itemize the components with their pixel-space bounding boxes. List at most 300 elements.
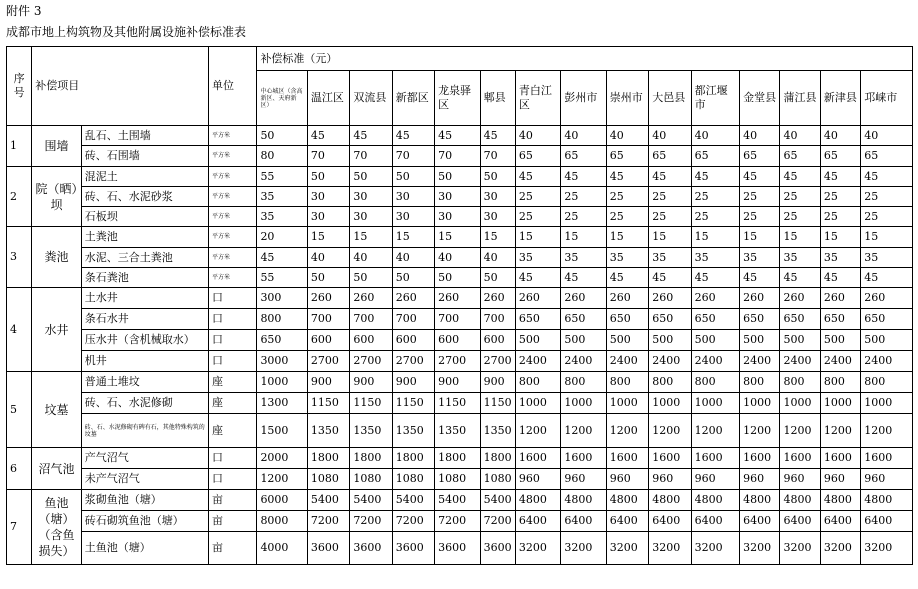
value-cell: 15 xyxy=(691,227,739,248)
group-seq: 7 xyxy=(7,490,32,565)
value-cell: 50 xyxy=(257,126,307,146)
value-cell: 25 xyxy=(780,187,820,207)
value-cell: 650 xyxy=(820,309,860,330)
document-title: 成都市地上构筑物及其他附属设施补偿标准表 xyxy=(6,25,247,39)
unit-cell: 座 xyxy=(208,414,256,448)
item-name: 乱石、土围墙 xyxy=(81,126,208,146)
value-cell: 70 xyxy=(307,146,349,167)
value-cell: 1200 xyxy=(649,414,691,448)
compensation-table xyxy=(6,46,913,565)
value-cell: 3200 xyxy=(606,532,648,565)
city-header: 龙泉驿区 xyxy=(435,71,480,126)
item-name: 浆砌鱼池（塘） xyxy=(81,490,208,511)
value-cell: 1200 xyxy=(606,414,648,448)
value-cell: 25 xyxy=(649,187,691,207)
unit-cell: 平方米 xyxy=(208,187,256,207)
value-cell: 15 xyxy=(649,227,691,248)
value-cell: 1600 xyxy=(691,448,739,469)
value-cell: 40 xyxy=(861,126,913,146)
value-cell: 1000 xyxy=(820,393,860,414)
value-cell: 45 xyxy=(820,268,860,288)
value-cell: 30 xyxy=(480,187,515,207)
table-row xyxy=(7,288,913,309)
value-cell: 900 xyxy=(350,372,392,393)
value-cell: 4800 xyxy=(561,490,606,511)
value-cell: 45 xyxy=(649,167,691,187)
value-cell: 7200 xyxy=(480,511,515,532)
item-name: 条石水井 xyxy=(81,309,208,330)
unit-cell: 亩 xyxy=(208,532,256,565)
value-cell: 45 xyxy=(606,268,648,288)
value-cell: 30 xyxy=(350,187,392,207)
value-cell: 800 xyxy=(691,372,739,393)
value-cell: 1150 xyxy=(480,393,515,414)
value-cell: 800 xyxy=(861,372,913,393)
unit-cell: 口 xyxy=(208,351,256,372)
value-cell: 260 xyxy=(350,288,392,309)
value-cell: 1600 xyxy=(561,448,606,469)
group-name: 鱼池（塘）（含鱼损失） xyxy=(32,490,81,565)
value-cell: 35 xyxy=(861,248,913,268)
value-cell: 15 xyxy=(307,227,349,248)
value-cell: 50 xyxy=(392,268,434,288)
value-cell: 65 xyxy=(515,146,560,167)
value-cell: 3200 xyxy=(649,532,691,565)
value-cell: 45 xyxy=(606,167,648,187)
unit-cell: 座 xyxy=(208,393,256,414)
value-cell: 50 xyxy=(435,167,480,187)
value-cell: 25 xyxy=(649,207,691,227)
value-cell: 5400 xyxy=(435,490,480,511)
value-cell: 650 xyxy=(861,309,913,330)
value-cell: 5400 xyxy=(392,490,434,511)
city-header: 彭州市 xyxy=(561,71,606,126)
value-cell: 45 xyxy=(649,268,691,288)
value-cell: 500 xyxy=(515,330,560,351)
value-cell: 4800 xyxy=(820,490,860,511)
item-header: 补偿项目 xyxy=(32,47,209,126)
value-cell: 1000 xyxy=(257,372,307,393)
value-cell: 40 xyxy=(350,248,392,268)
value-cell: 65 xyxy=(820,146,860,167)
value-cell: 25 xyxy=(561,207,606,227)
value-cell: 2400 xyxy=(861,351,913,372)
value-cell: 500 xyxy=(861,330,913,351)
value-cell: 30 xyxy=(435,187,480,207)
value-cell: 4800 xyxy=(861,490,913,511)
value-cell: 650 xyxy=(691,309,739,330)
group-name: 水井 xyxy=(32,288,81,372)
city-header: 双流县 xyxy=(350,71,392,126)
value-cell: 500 xyxy=(820,330,860,351)
unit-cell: 平方米 xyxy=(208,126,256,146)
value-cell: 6400 xyxy=(561,511,606,532)
city-header: 金堂县 xyxy=(740,71,780,126)
value-cell: 25 xyxy=(740,187,780,207)
value-cell: 70 xyxy=(350,146,392,167)
value-cell: 45 xyxy=(350,126,392,146)
value-cell: 6400 xyxy=(649,511,691,532)
value-cell: 260 xyxy=(740,288,780,309)
group-seq: 1 xyxy=(7,126,32,167)
value-cell: 15 xyxy=(820,227,860,248)
value-cell: 45 xyxy=(515,268,560,288)
value-cell: 1350 xyxy=(307,414,349,448)
item-name: 石板坝 xyxy=(81,207,208,227)
city-header: 蒲江县 xyxy=(780,71,820,126)
value-cell: 40 xyxy=(392,248,434,268)
item-name: 产气沼气 xyxy=(81,448,208,469)
value-cell: 1600 xyxy=(780,448,820,469)
value-cell: 30 xyxy=(307,187,349,207)
value-cell: 3200 xyxy=(561,532,606,565)
value-cell: 300 xyxy=(257,288,307,309)
table-row xyxy=(7,227,913,248)
value-cell: 2400 xyxy=(691,351,739,372)
value-cell: 25 xyxy=(606,187,648,207)
value-cell: 1080 xyxy=(435,469,480,490)
value-cell: 65 xyxy=(561,146,606,167)
value-cell: 15 xyxy=(561,227,606,248)
value-cell: 3600 xyxy=(307,532,349,565)
table-row xyxy=(7,532,913,565)
value-cell: 40 xyxy=(480,248,515,268)
value-cell: 1500 xyxy=(257,414,307,448)
table-row xyxy=(7,351,913,372)
value-cell: 1080 xyxy=(350,469,392,490)
value-cell: 6400 xyxy=(515,511,560,532)
value-cell: 50 xyxy=(392,167,434,187)
value-cell: 1350 xyxy=(435,414,480,448)
value-cell: 650 xyxy=(649,309,691,330)
value-cell: 260 xyxy=(561,288,606,309)
unit-cell: 平方米 xyxy=(208,227,256,248)
value-cell: 960 xyxy=(861,469,913,490)
value-cell: 1600 xyxy=(861,448,913,469)
value-cell: 55 xyxy=(257,167,307,187)
table-row xyxy=(7,126,913,146)
value-cell: 3200 xyxy=(820,532,860,565)
value-cell: 2400 xyxy=(780,351,820,372)
value-cell: 3000 xyxy=(257,351,307,372)
value-cell: 960 xyxy=(515,469,560,490)
value-cell: 1800 xyxy=(435,448,480,469)
value-cell: 800 xyxy=(780,372,820,393)
value-cell: 45 xyxy=(740,268,780,288)
group-name: 坟墓 xyxy=(32,372,81,448)
value-cell: 1800 xyxy=(307,448,349,469)
value-cell: 4800 xyxy=(606,490,648,511)
value-cell: 260 xyxy=(649,288,691,309)
value-cell: 30 xyxy=(435,207,480,227)
value-cell: 500 xyxy=(740,330,780,351)
item-name: 土粪池 xyxy=(81,227,208,248)
value-cell: 65 xyxy=(780,146,820,167)
table-row xyxy=(7,511,913,532)
value-cell: 45 xyxy=(435,126,480,146)
value-cell: 1150 xyxy=(435,393,480,414)
seq-header: 序号 xyxy=(7,47,32,126)
value-cell: 800 xyxy=(820,372,860,393)
value-cell: 500 xyxy=(780,330,820,351)
city-header: 郫县 xyxy=(480,71,515,126)
value-cell: 45 xyxy=(861,268,913,288)
value-cell: 15 xyxy=(515,227,560,248)
value-cell: 35 xyxy=(561,248,606,268)
unit-cell: 平方米 xyxy=(208,146,256,167)
table-row xyxy=(7,414,913,448)
value-cell: 2700 xyxy=(307,351,349,372)
value-cell: 1000 xyxy=(561,393,606,414)
city-header: 新都区 xyxy=(392,71,434,126)
value-cell: 260 xyxy=(307,288,349,309)
item-name: 砖、石、水泥修砌 xyxy=(81,393,208,414)
value-cell: 15 xyxy=(740,227,780,248)
value-cell: 45 xyxy=(515,167,560,187)
value-cell: 2400 xyxy=(740,351,780,372)
value-cell: 45 xyxy=(780,167,820,187)
value-cell: 15 xyxy=(606,227,648,248)
value-cell: 15 xyxy=(861,227,913,248)
value-cell: 960 xyxy=(740,469,780,490)
value-cell: 45 xyxy=(820,167,860,187)
value-cell: 1000 xyxy=(606,393,648,414)
unit-cell: 平方米 xyxy=(208,268,256,288)
value-cell: 900 xyxy=(480,372,515,393)
table-row xyxy=(7,248,913,268)
value-cell: 2400 xyxy=(820,351,860,372)
value-cell: 960 xyxy=(606,469,648,490)
value-cell: 1600 xyxy=(606,448,648,469)
value-cell: 70 xyxy=(392,146,434,167)
table-row xyxy=(7,146,913,167)
value-cell: 1000 xyxy=(780,393,820,414)
value-cell: 800 xyxy=(649,372,691,393)
value-cell: 960 xyxy=(691,469,739,490)
value-cell: 25 xyxy=(820,207,860,227)
value-cell: 1350 xyxy=(392,414,434,448)
value-cell: 40 xyxy=(561,126,606,146)
value-cell: 6400 xyxy=(740,511,780,532)
unit-cell: 平方米 xyxy=(208,248,256,268)
value-cell: 1000 xyxy=(861,393,913,414)
item-name: 普通土堆坟 xyxy=(81,372,208,393)
value-cell: 65 xyxy=(649,146,691,167)
value-cell: 1150 xyxy=(392,393,434,414)
value-cell: 40 xyxy=(307,248,349,268)
value-cell: 1800 xyxy=(350,448,392,469)
item-name: 未产气沼气 xyxy=(81,469,208,490)
value-cell: 700 xyxy=(480,309,515,330)
city-header: 新津县 xyxy=(820,71,860,126)
value-cell: 3600 xyxy=(392,532,434,565)
value-cell: 3600 xyxy=(480,532,515,565)
value-cell: 600 xyxy=(350,330,392,351)
value-cell: 4000 xyxy=(257,532,307,565)
value-cell: 7200 xyxy=(350,511,392,532)
value-cell: 1600 xyxy=(515,448,560,469)
value-cell: 800 xyxy=(740,372,780,393)
value-cell: 35 xyxy=(515,248,560,268)
value-cell: 4800 xyxy=(691,490,739,511)
value-cell: 25 xyxy=(561,187,606,207)
value-cell: 600 xyxy=(392,330,434,351)
value-cell: 2400 xyxy=(649,351,691,372)
value-cell: 40 xyxy=(820,126,860,146)
value-cell: 45 xyxy=(691,268,739,288)
value-cell: 80 xyxy=(257,146,307,167)
value-cell: 40 xyxy=(740,126,780,146)
value-cell: 15 xyxy=(480,227,515,248)
value-cell: 700 xyxy=(392,309,434,330)
table-row xyxy=(7,393,913,414)
value-cell: 2700 xyxy=(435,351,480,372)
value-cell: 35 xyxy=(257,207,307,227)
value-cell: 30 xyxy=(350,207,392,227)
value-cell: 4800 xyxy=(515,490,560,511)
value-cell: 2000 xyxy=(257,448,307,469)
value-cell: 15 xyxy=(780,227,820,248)
value-cell: 6400 xyxy=(780,511,820,532)
value-cell: 25 xyxy=(861,207,913,227)
value-cell: 1600 xyxy=(820,448,860,469)
group-seq: 3 xyxy=(7,227,32,288)
value-cell: 65 xyxy=(861,146,913,167)
unit-cell: 口 xyxy=(208,330,256,351)
item-name: 土鱼池（塘） xyxy=(81,532,208,565)
value-cell: 1200 xyxy=(561,414,606,448)
value-cell: 600 xyxy=(435,330,480,351)
value-cell: 500 xyxy=(691,330,739,351)
value-cell: 50 xyxy=(307,167,349,187)
value-cell: 800 xyxy=(515,372,560,393)
value-cell: 1080 xyxy=(307,469,349,490)
table-row xyxy=(7,490,913,511)
value-cell: 15 xyxy=(392,227,434,248)
value-cell: 1000 xyxy=(515,393,560,414)
value-cell: 260 xyxy=(606,288,648,309)
value-cell: 2400 xyxy=(515,351,560,372)
value-cell: 7200 xyxy=(435,511,480,532)
value-cell: 260 xyxy=(392,288,434,309)
item-name: 土水井 xyxy=(81,288,208,309)
item-name: 砖、石、水泥砂浆 xyxy=(81,187,208,207)
value-cell: 1080 xyxy=(480,469,515,490)
value-cell: 8000 xyxy=(257,511,307,532)
value-cell: 1200 xyxy=(780,414,820,448)
value-cell: 500 xyxy=(649,330,691,351)
value-cell: 2700 xyxy=(392,351,434,372)
unit-cell: 口 xyxy=(208,448,256,469)
value-cell: 3600 xyxy=(435,532,480,565)
value-cell: 55 xyxy=(257,268,307,288)
value-cell: 40 xyxy=(691,126,739,146)
value-cell: 50 xyxy=(350,167,392,187)
value-cell: 1150 xyxy=(307,393,349,414)
value-cell: 6400 xyxy=(691,511,739,532)
value-cell: 45 xyxy=(480,126,515,146)
value-cell: 900 xyxy=(307,372,349,393)
value-cell: 500 xyxy=(606,330,648,351)
value-cell: 3200 xyxy=(691,532,739,565)
value-cell: 70 xyxy=(480,146,515,167)
value-cell: 1200 xyxy=(691,414,739,448)
value-cell: 1800 xyxy=(392,448,434,469)
value-cell: 650 xyxy=(515,309,560,330)
value-cell: 35 xyxy=(820,248,860,268)
table-row xyxy=(7,330,913,351)
item-name: 砖、石、水泥修砌有碑有石，其他特殊构筑的坟墓 xyxy=(81,414,208,448)
value-cell: 2400 xyxy=(561,351,606,372)
group-seq: 5 xyxy=(7,372,32,448)
value-cell: 45 xyxy=(740,167,780,187)
table-row xyxy=(7,469,913,490)
center-city-header: 中心城区（含高新区、天府新区） xyxy=(257,71,307,126)
table-row xyxy=(7,448,913,469)
city-header: 崇州市 xyxy=(606,71,648,126)
value-cell: 2700 xyxy=(480,351,515,372)
value-cell: 35 xyxy=(740,248,780,268)
value-cell: 600 xyxy=(480,330,515,351)
unit-header: 单位 xyxy=(208,47,256,126)
value-cell: 960 xyxy=(649,469,691,490)
value-cell: 800 xyxy=(606,372,648,393)
group-seq: 4 xyxy=(7,288,32,372)
value-cell: 260 xyxy=(480,288,515,309)
value-cell: 6000 xyxy=(257,490,307,511)
value-cell: 45 xyxy=(561,167,606,187)
value-cell: 1350 xyxy=(480,414,515,448)
value-cell: 30 xyxy=(392,207,434,227)
value-cell: 50 xyxy=(435,268,480,288)
value-cell: 7200 xyxy=(307,511,349,532)
value-cell: 900 xyxy=(392,372,434,393)
value-cell: 5400 xyxy=(350,490,392,511)
value-cell: 65 xyxy=(740,146,780,167)
value-cell: 40 xyxy=(515,126,560,146)
group-seq: 2 xyxy=(7,167,32,227)
attachment-label: 附件 3 xyxy=(6,4,42,18)
value-cell: 650 xyxy=(606,309,648,330)
unit-cell: 亩 xyxy=(208,511,256,532)
city-header: 大邑县 xyxy=(649,71,691,126)
table-row xyxy=(7,207,913,227)
value-cell: 40 xyxy=(435,248,480,268)
table-row xyxy=(7,167,913,187)
value-cell: 25 xyxy=(740,207,780,227)
value-cell: 20 xyxy=(257,227,307,248)
item-name: 砖、石围墙 xyxy=(81,146,208,167)
value-cell: 650 xyxy=(780,309,820,330)
table-row xyxy=(7,268,913,288)
value-cell: 1200 xyxy=(861,414,913,448)
city-header: 邛崃市 xyxy=(861,71,913,126)
item-name: 条石粪池 xyxy=(81,268,208,288)
unit-cell: 平方米 xyxy=(208,167,256,187)
value-cell: 1200 xyxy=(740,414,780,448)
value-cell: 800 xyxy=(561,372,606,393)
value-cell: 960 xyxy=(561,469,606,490)
value-cell: 50 xyxy=(480,167,515,187)
table-row xyxy=(7,187,913,207)
value-cell: 65 xyxy=(606,146,648,167)
value-cell: 45 xyxy=(392,126,434,146)
value-cell: 35 xyxy=(649,248,691,268)
value-cell: 40 xyxy=(649,126,691,146)
value-cell: 2400 xyxy=(606,351,648,372)
value-cell: 25 xyxy=(780,207,820,227)
value-cell: 45 xyxy=(307,126,349,146)
